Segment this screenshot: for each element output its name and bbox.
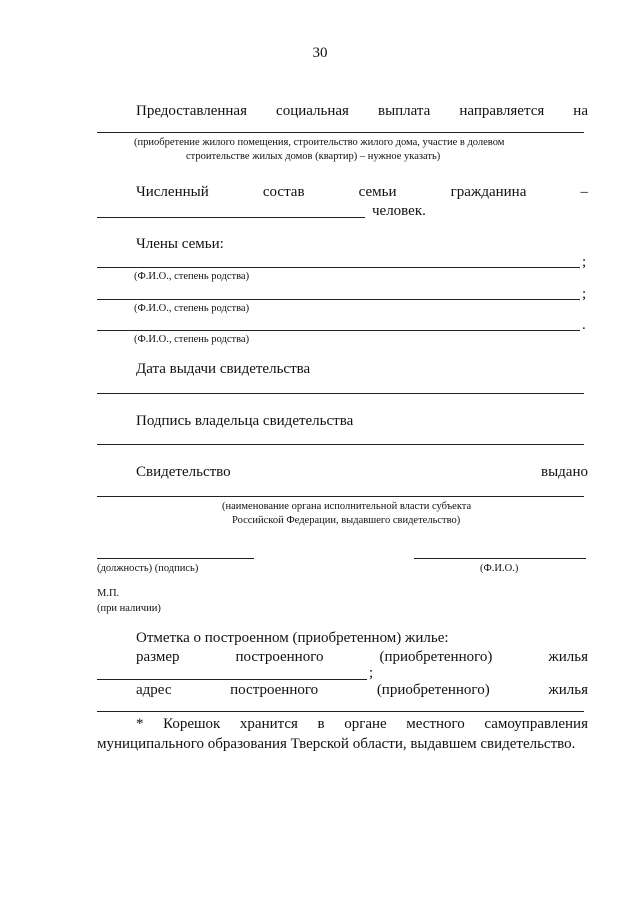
housing-size-word: жилья [548,649,588,665]
member-2-semicolon: ; [582,286,587,302]
payment-hint-line1: (приобретение жилого помещения, строительство жилого дома, участие в долевом [134,137,505,148]
housing-address-line [97,711,584,712]
issue-date-line [97,393,584,394]
family-word: гражданина [450,184,527,200]
payment-hint-line2: строительстве жилых домов (квартир) – нужное указать) [186,151,441,162]
housing-size-word: построенного [235,649,324,665]
payment-word: Предоставленная [136,103,247,119]
payment-word: социальная [276,103,349,119]
payment-row [136,103,588,120]
footnote-row [136,716,588,733]
housing-size-semicolon: ; [369,665,374,681]
stamp-if-any: (при наличии) [97,603,161,614]
family-word: состав [262,184,305,200]
name-line [414,558,586,559]
family-unit: человек. [372,203,426,219]
family-word: семьи [358,184,397,200]
member-1-hint: (Ф.И.О., степень родства) [134,271,250,282]
position-signature-line [97,558,254,559]
payment-word: на [573,103,588,119]
housing-size-word: (приобретенного) [379,649,493,665]
housing-address-word: жилья [548,682,588,698]
holder-signature-label: Подпись владельца свидетельства [136,413,354,429]
housing-size-row [136,649,588,666]
footnote-word: в [317,716,325,732]
footnote-word: самоуправления [484,716,588,732]
footnote-line2: муниципального образования Тверской области, выдавшем свидетельство. [97,736,576,752]
stamp-mp: М.П. [97,588,120,599]
housing-size-line [97,679,367,680]
housing-address-row [136,682,588,699]
name-hint: (Ф.И.О.) [480,563,519,574]
footnote-word: местного [406,716,465,732]
family-row [136,184,588,201]
members-label: Члены семьи: [136,236,224,252]
issued-hint-line2: Российской Федерации, выдавшего свидетельство) [232,515,461,526]
payment-word: выплата [377,103,431,119]
payment-word: направляется [459,103,545,119]
member-2-hint: (Ф.И.О., степень родства) [134,303,250,314]
family-count-line [97,217,365,218]
member-3-hint: (Ф.И.О., степень родства) [134,334,250,345]
housing-address-word: построенного [230,682,319,698]
housing-size-word: размер [136,649,180,665]
holder-signature-line [97,444,584,445]
housing-mark-label: Отметка о построенном (приобретенном) жилье: [136,630,449,646]
issued-line [97,496,584,497]
issue-date-label: Дата выдачи свидетельства [136,361,311,377]
footnote-word: хранится [239,716,298,732]
member-3-period: . [582,317,586,333]
housing-address-word: адрес [136,682,172,698]
footnote-word: * [136,716,144,732]
issued-left: Свидетельство [136,464,231,480]
footnote-word: органе [344,716,387,732]
member-line-1 [97,267,580,268]
footnote-word: Корешок [163,716,221,732]
issued-right: выдано [541,464,588,480]
payment-blank-line [97,132,584,133]
position-signature-hint: (должность) (подпись) [97,563,199,574]
member-1-semicolon: ; [582,254,587,270]
issued-hint-line1: (наименование органа исполнительной власти субъекта [222,501,472,512]
housing-address-word: (приобретенного) [376,682,490,698]
family-word: – [580,184,588,200]
member-line-3 [97,330,580,331]
member-line-2 [97,299,580,300]
page-number: 30 [312,45,328,61]
family-word: Численный [136,184,209,200]
